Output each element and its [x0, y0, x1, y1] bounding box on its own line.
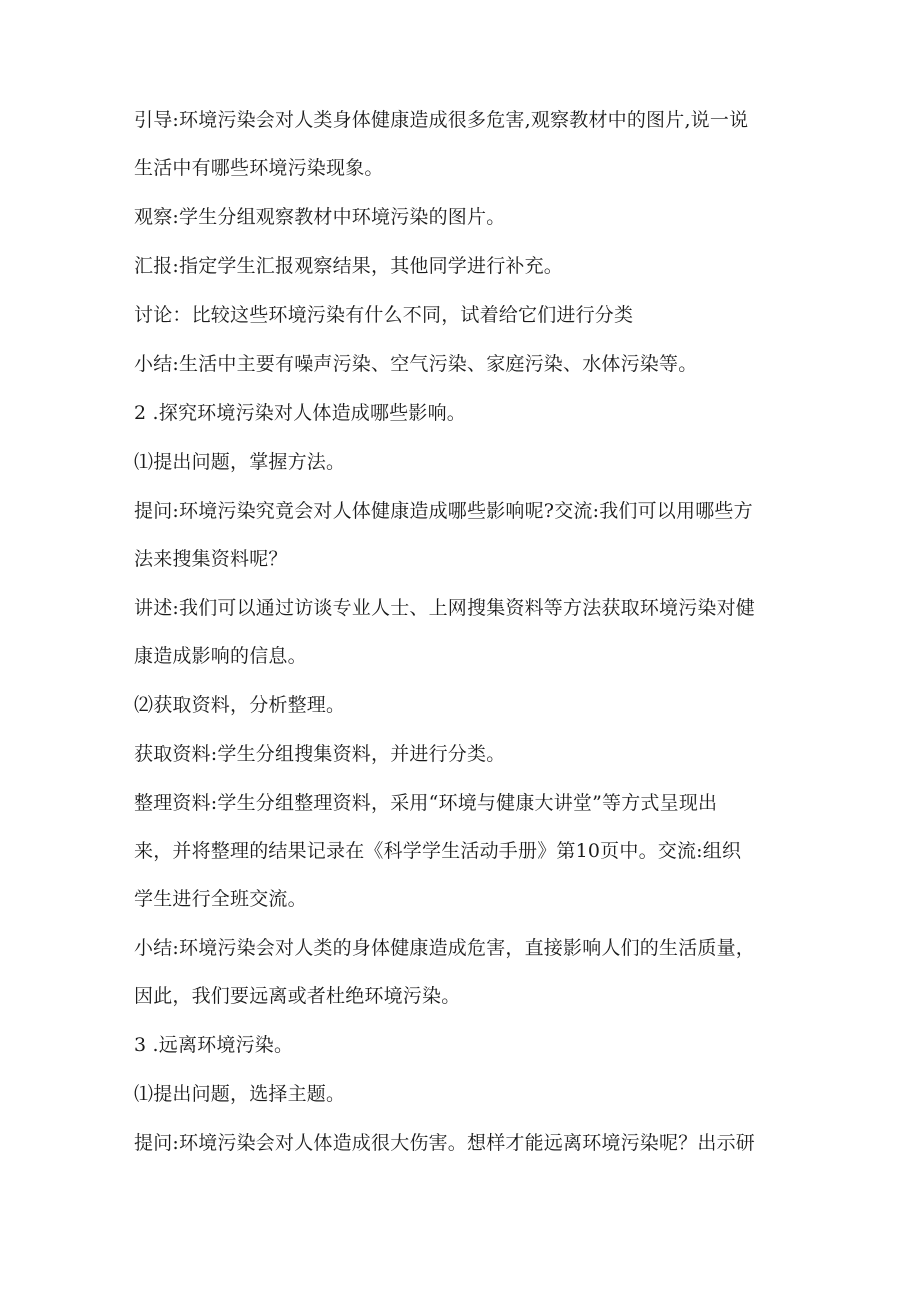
text-line: 观察:学生分组观察教材中环境污染的图片。 — [134, 206, 506, 228]
paragraph-summary-1 — [134, 352, 794, 377]
text-line: 生活中有哪些环境污染现象。 — [134, 157, 384, 179]
paragraph-report — [134, 254, 794, 279]
text-line: 康造成影响的信息。 — [134, 645, 307, 667]
text-line: 学生进行全班交流。 — [134, 888, 307, 910]
text-line: 提问:环境污染究竟会对人体健康造成哪些影响呢?交流:我们可以用哪些方 — [134, 500, 753, 522]
paragraph-summary-2 — [134, 936, 794, 1009]
paragraph-organize — [134, 791, 794, 912]
subheading-3-1 — [134, 1082, 794, 1107]
subheading-2-2 — [134, 693, 794, 718]
text-line: 法来搜集资料呢？ — [134, 548, 288, 570]
text-line: 小结:生活中主要有噪声污染、空气污染、家庭污染、水体污染等。 — [134, 353, 698, 375]
paragraph-gather — [134, 742, 794, 767]
text-line: 2 .探究环境污染对人体造成哪些影响。 — [134, 402, 466, 424]
text-line: 讨论：比较这些环境污染有什么不同，试着给它们进行分类 — [134, 304, 634, 326]
text-line: 获取资料:学生分组搜集资料，并进行分类。 — [134, 743, 506, 765]
paragraph-observe — [134, 205, 794, 230]
section-heading-3 — [134, 1033, 794, 1058]
text-line: 提问:环境污染会对人体造成很大伤害。想样才能远离环境污染呢？出示研 — [134, 1132, 756, 1154]
paragraph-question-2 — [134, 1131, 794, 1156]
text-line: ⑵获取资料，分析整理。 — [134, 694, 346, 716]
text-line: 3 .远离环境污染。 — [134, 1034, 294, 1056]
paragraph-explain — [134, 596, 794, 669]
text-line: 整理资料:学生分组整理资料，采用“环境与健康大讲堂”等方式呈现出 — [134, 792, 718, 814]
text-line: ⑴提出问题，选择主题。 — [134, 1083, 346, 1105]
section-heading-2 — [134, 401, 794, 426]
text-line: 汇报:指定学生汇报观察结果，其他同学进行补充。 — [134, 255, 564, 277]
text-line: 因此，我们要远离或者杜绝环境污染。 — [134, 985, 461, 1007]
document-body — [134, 108, 794, 1156]
text-line: 来，并将整理的结果记录在《科学学生活动手册》第10页中。交流:组织 — [134, 840, 742, 862]
subheading-2-1 — [134, 450, 794, 475]
text-line: 小结:环境污染会对人类的身体健康造成危害，直接影响人们的生活质量， — [134, 937, 756, 959]
paragraph-discuss — [134, 303, 794, 328]
text-line: 讲述:我们可以通过访谈专业人士、上网搜集资料等方法获取环境污染对健 — [134, 597, 756, 619]
text-line: 引导:环境污染会对人类身体健康造成很多危害,观察教材中的图片,说一说 — [134, 109, 749, 131]
paragraph-question — [134, 499, 794, 572]
paragraph-guide — [134, 108, 794, 181]
text-line: ⑴提出问题，掌握方法。 — [134, 451, 346, 473]
